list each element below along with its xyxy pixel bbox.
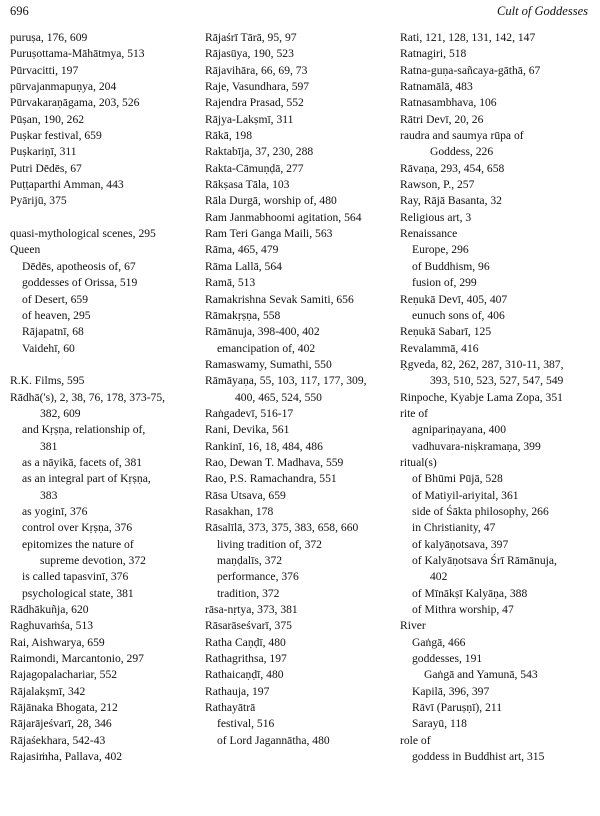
index-entry: Rājya-Lakṣmī, 311 [205, 112, 294, 126]
index-subentry: of Buddhism, 96 [412, 259, 490, 273]
index-entry: Rākṣasa Tāla, 103 [205, 178, 290, 192]
index-entry-continuation: Goddess, 226 [430, 145, 494, 159]
index-subentry: eunuch sons of, 406 [412, 308, 505, 322]
index-subentry: Rāvī (Paruṣṇī), 211 [412, 701, 503, 715]
index-entry: Rani, Devika, 561 [205, 423, 290, 437]
index-entry: Rankinī, 16, 18, 484, 486 [205, 439, 323, 453]
index-subentry: of Mithra worship, 47 [412, 603, 514, 617]
index-entry: Rāmāyaṇa, 55, 103, 117, 177, 309, [205, 374, 367, 388]
index-entry: puruṣa, 176, 609 [10, 31, 88, 44]
index-subentry: as a nāyikā, facets of, 381 [22, 455, 143, 469]
index-entry: Rāsa Utsava, 659 [205, 488, 286, 502]
index-subentry: of heaven, 295 [22, 308, 91, 322]
index-entry: Rātri Devī, 20, 26 [400, 112, 484, 126]
index-entry: pūrvajanmapuṇya, 204 [10, 80, 117, 94]
index-entry: Puṣkar festival, 659 [10, 129, 102, 143]
index-subentry: epitomizes the nature of [22, 537, 134, 551]
index-entry: Ram Teri Ganga Maili, 563 [205, 227, 333, 241]
index-entry: Ramaswamy, Sumathi, 550 [205, 357, 332, 371]
index-entry: Putri Dēdēs, 67 [10, 161, 82, 175]
index-subentry: Sarayū, 118 [412, 717, 467, 731]
index-entry: Rādhā('s), 2, 38, 76, 178, 373-75, [10, 390, 166, 404]
index-subentry: emancipation of, 402 [217, 341, 316, 355]
index-entry: Puṭṭaparthi Amman, 443 [10, 178, 124, 192]
index-entry: Rājalakṣmī, 342 [10, 684, 86, 698]
index-subentry: festival, 516 [217, 717, 275, 731]
index-entry: Revalammā, 416 [400, 341, 479, 355]
index-entry-continuation: 393, 510, 523, 527, 547, 549 [430, 374, 564, 388]
index-entry: Rathauja, 197 [205, 684, 270, 698]
index-subentry: performance, 376 [217, 570, 299, 584]
index-entry-continuation: 402 [430, 570, 448, 584]
index-entry: raudra and saumya rūpa of [400, 129, 524, 143]
index-entry: Rajasiṁha, Pallava, 402 [10, 750, 123, 764]
index-entry: Religious art, 3 [400, 210, 472, 224]
index-entry: Rājaśekhara, 542-43 [10, 733, 106, 747]
index-entry: Rajendra Prasad, 552 [205, 96, 304, 110]
index-entry: Puṣkariṇī, 311 [10, 145, 77, 159]
index-entry: Rākā, 198 [205, 129, 253, 143]
index-subentry: Vaidehī, 60 [22, 341, 75, 355]
index-entry: Ratnasambhava, 106 [400, 96, 497, 110]
index-subentry: psychological state, 381 [22, 586, 134, 600]
index-subentry: of Lord Jagannātha, 480 [217, 733, 330, 747]
index-subentry: Kapilā, 396, 397 [412, 684, 490, 698]
index-subentry: of Matiyil-ariyital, 361 [412, 488, 519, 502]
index-subentry: of Mīnākṣī Kalyāṇa, 388 [412, 586, 528, 600]
index-entry-continuation: 382, 609 [40, 406, 81, 420]
index-entry: Ray, Rājā Basanta, 32 [400, 194, 502, 208]
index-subentry: is called tapasvinī, 376 [22, 570, 129, 584]
index-subentry: Europe, 296 [412, 243, 469, 257]
index-subentry: maṇḍalīs, 372 [217, 554, 283, 567]
index-entry: Ratnamālā, 483 [400, 80, 473, 94]
index-subentry: in Christianity, 47 [412, 521, 496, 535]
index-entry: Rao, P.S. Ramachandra, 551 [205, 472, 337, 486]
index-column-3 [400, 30, 595, 765]
index-subentry: vadhuvara-niṣkramaṇa, 399 [412, 439, 541, 453]
index-entry: Raje, Vasundhara, 597 [205, 80, 310, 94]
index-entry: R.K. Films, 595 [10, 374, 85, 388]
index-entry: Rāvaṇa, 293, 454, 658 [400, 161, 505, 175]
index-entry: Pūrvacitti, 197 [10, 63, 79, 77]
index-entry: Rāma, 465, 479 [205, 243, 279, 257]
index-entry: Ṛgveda, 82, 262, 287, 310-11, 387, [400, 357, 564, 371]
index-subentry: agnipariṇayana, 400 [412, 423, 507, 437]
index-entry: Ratnagiri, 518 [400, 47, 467, 61]
index-entry: Rāla Durgā, worship of, 480 [205, 194, 337, 208]
index-entry: Rakta-Cāmuṇḍā, 277 [205, 161, 304, 175]
index-entry: Ramā, 513 [205, 276, 256, 290]
index-entry: Rājavihāra, 66, 69, 73 [205, 63, 308, 77]
index-entry: Raimondi, Marcantonio, 297 [10, 652, 144, 666]
index-entry: Rāmakṛṣṇa, 558 [205, 308, 281, 322]
index-subentry: fusion of, 299 [412, 276, 477, 290]
index-entry: role of [400, 733, 431, 747]
index-column-2 [205, 30, 395, 749]
page-number: 696 [10, 4, 29, 18]
index-entry: Rājarājeśvarī, 28, 346 [10, 717, 112, 731]
index-subentry: of kalyāṇotsava, 397 [412, 537, 509, 551]
index-subentry: of Bhūmi Pūjā, 528 [412, 472, 503, 486]
index-subentry: goddess in Buddhist art, 315 [412, 750, 545, 764]
index-subentry: goddesses of Orissa, 519 [22, 276, 138, 290]
index-entry: Rao, Dewan T. Madhava, 559 [205, 455, 344, 469]
index-entry: Puruṣottama-Māhātmya, 513 [10, 47, 145, 61]
index-spacer [10, 210, 195, 226]
index-subentry: side of Śākta philosophy, 266 [412, 504, 549, 518]
index-subentry: of Kalyāṇotsava Śrī Rāmānuja, [412, 554, 557, 567]
index-subentry: Gaṅgā and Yamunā, 543 [424, 668, 538, 682]
index-entry: quasi-mythological scenes, 295 [10, 227, 156, 241]
index-entry-continuation: supreme devotion, 372 [40, 554, 146, 567]
index-entry: Rathayātrā [205, 701, 256, 715]
index-subentry: as yoginī, 376 [22, 504, 88, 518]
index-entry: Rasakhan, 178 [205, 504, 274, 518]
index-entry: Ramakrishna Sevak Samiti, 656 [205, 292, 354, 306]
index-entry: River [400, 619, 426, 633]
index-entry: Rinpoche, Kyabje Lama Zopa, 351 [400, 390, 563, 404]
index-entry: Rathaicaṇḍī, 480 [205, 668, 284, 682]
index-entry: Rawson, P., 257 [400, 178, 475, 192]
index-subentry: Rājapatnī, 68 [22, 325, 84, 339]
index-entry: Rāsalīlā, 373, 375, 383, 658, 660 [205, 521, 359, 535]
index-entry: Reṇukā Sabarī, 125 [400, 325, 492, 339]
index-subentry: living tradition of, 372 [217, 537, 322, 551]
index-entry: Reṇukā Devī, 405, 407 [400, 292, 508, 306]
index-entry: Rājānaka Bhogata, 212 [10, 701, 118, 715]
index-entry: Pūrvakaraṇāgama, 203, 526 [10, 96, 140, 110]
index-entry: Rādhākuñja, 620 [10, 603, 89, 617]
index-column-1 [10, 30, 195, 765]
index-subentry: Dēdēs, apotheosis of, 67 [22, 259, 136, 273]
index-entry: Ratha Caṇḍī, 480 [205, 635, 286, 649]
index-entry: rite of [400, 406, 429, 420]
index-spacer [10, 357, 195, 373]
index-subentry: goddesses, 191 [412, 652, 483, 666]
index-entry: Rai, Aishwarya, 659 [10, 635, 105, 649]
index-entry: Ratna-guṇa-sañcaya-gāthā, 67 [400, 63, 541, 77]
index-subentry: as an integral part of Kṛṣṇa, [22, 472, 151, 486]
index-entry-continuation: 381 [40, 439, 58, 453]
index-entry: Rājaśrī Tārā, 95, 97 [205, 31, 297, 44]
index-entry: Renaissance [400, 227, 458, 241]
index-entry: Rajagopalachariar, 552 [10, 668, 118, 682]
index-entry: Rāma Lallā, 564 [205, 259, 282, 273]
page-header [10, 4, 588, 20]
index-entry-continuation: 400, 465, 524, 550 [235, 390, 322, 404]
index-entry: Queen [10, 243, 41, 257]
index-entry: Raghuvaṁśa, 513 [10, 619, 94, 633]
index-subentry: control over Kṛṣṇa, 376 [22, 521, 133, 535]
index-entry-continuation: 383 [40, 488, 58, 502]
index-entry: Rājasūya, 190, 523 [205, 47, 294, 61]
index-subentry: Gaṅgā, 466 [412, 635, 466, 649]
index-entry: Pūṣan, 190, 262 [10, 112, 85, 126]
index-entry: Rati, 121, 128, 131, 142, 147 [400, 31, 536, 44]
index-entry: Ram Janmabhoomi agitation, 564 [205, 210, 362, 224]
index-entry: Raṅgadevī, 516-17 [205, 406, 294, 420]
index-entry: ritual(s) [400, 455, 437, 469]
index-entry: Pyārijū, 375 [10, 194, 67, 208]
index-subentry: tradition, 372 [217, 586, 280, 600]
index-entry: Rāsarāseśvarī, 375 [205, 619, 292, 633]
index-subentry: and Kṛṣṇa, relationship of, [22, 423, 146, 437]
index-entry: Raktabīja, 37, 230, 288 [205, 145, 314, 159]
index-entry: Rathagrithsa, 197 [205, 652, 287, 666]
index-subentry: of Desert, 659 [22, 292, 89, 306]
index-entry: Rāmānuja, 398-400, 402 [205, 325, 320, 339]
running-title: Cult of Goddesses [497, 4, 588, 18]
index-entry: rāsa-nṛtya, 373, 381 [205, 603, 298, 617]
